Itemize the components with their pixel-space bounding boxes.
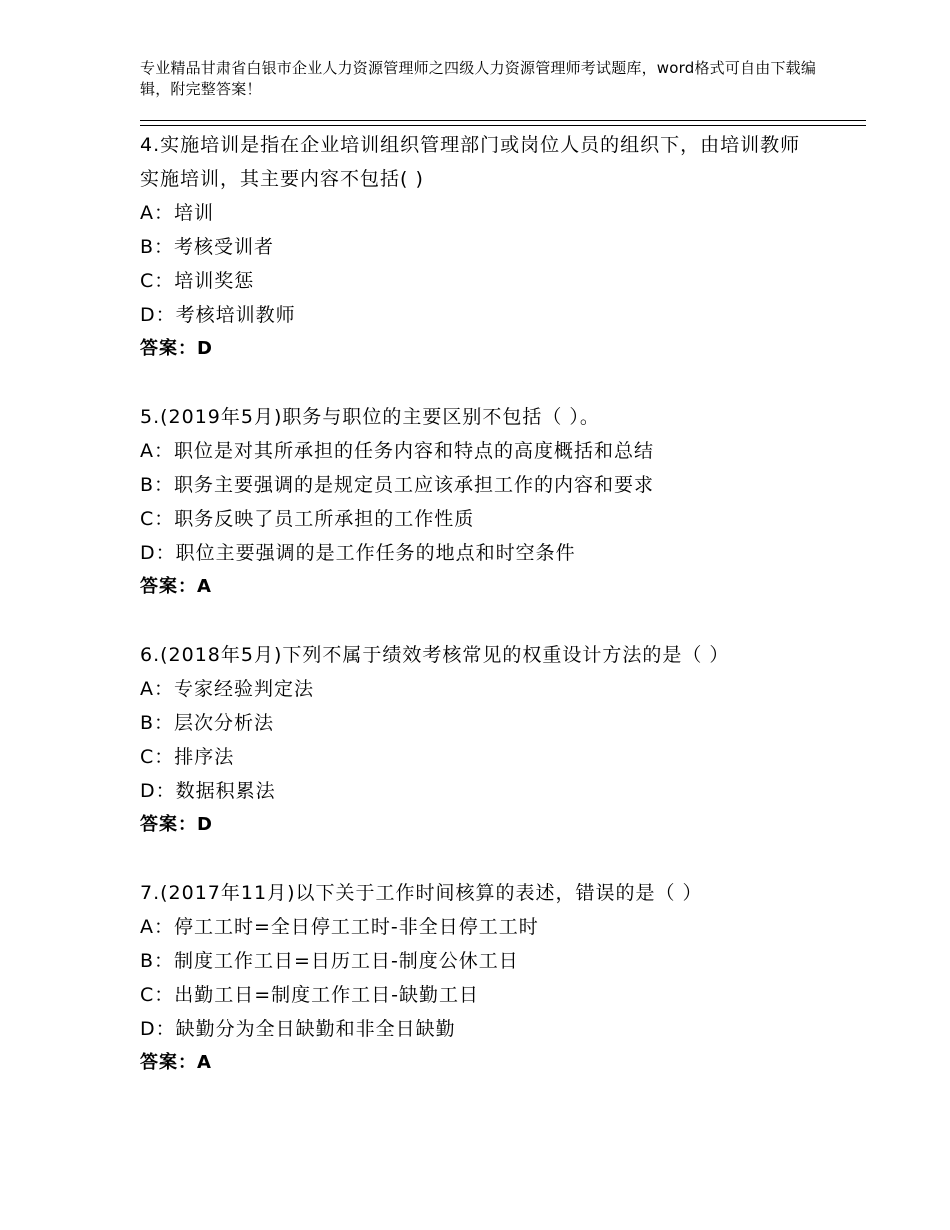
question-stem: 6.(2018年5月)下列不属于绩效考核常见的权重设计方法的是（ ）: [140, 644, 730, 666]
question-stem: 4.实施培训是指在企业培训组织管理部门或岗位人员的组织下，由培训教师实施培训，其主要内容不包括( ): [140, 134, 801, 190]
question-5: [140, 400, 820, 604]
option-d: D：数据积累法: [140, 780, 276, 802]
option-a: A：停工工时=全日停工工时-非全日停工工时: [140, 916, 539, 938]
answer-value: D: [197, 338, 212, 359]
answer-label: 答案：: [140, 814, 197, 835]
question-7: [140, 876, 820, 1080]
option-d: D：缺勤分为全日缺勤和非全日缺勤: [140, 1018, 456, 1040]
document-header: 专业精品甘肃省白银市企业人力资源管理师之四级人力资源管理师考试题库，word格式可自由下载编辑，附完整答案！: [140, 59, 817, 98]
option-c: C：职务反映了员工所承担的工作性质: [140, 508, 475, 530]
option-c: C：培训奖惩: [140, 270, 255, 292]
question-4: [140, 128, 820, 366]
option-c: C：出勤工日=制度工作工日-缺勤工日: [140, 984, 480, 1006]
answer-line: [140, 1046, 820, 1080]
answer-value: A: [197, 1052, 211, 1073]
answer-label: 答案：: [140, 576, 197, 597]
option-a: A：培训: [140, 202, 214, 224]
option-b: B：职务主要强调的是规定员工应该承担工作的内容和要求: [140, 474, 655, 496]
question-list: [140, 128, 820, 1080]
question-stem: 7.(2017年11月)以下关于工作时间核算的表述，错误的是（ ）: [140, 882, 703, 904]
answer-line: [140, 570, 820, 604]
answer-line: [140, 332, 820, 366]
question-6: [140, 638, 820, 842]
option-a: A：职位是对其所承担的任务内容和特点的高度概括和总结: [140, 440, 654, 462]
option-c: C：排序法: [140, 746, 235, 768]
question-stem: 5.(2019年5月)职务与职位的主要区别不包括（ ）。: [140, 406, 600, 428]
answer-label: 答案：: [140, 1052, 197, 1073]
answer-line: [140, 808, 820, 842]
answer-value: A: [197, 576, 211, 597]
header-rule-thin: [140, 125, 866, 126]
option-d: D：职位主要强调的是工作任务的地点和时空条件: [140, 542, 576, 564]
answer-label: 答案：: [140, 338, 197, 359]
option-b: B：考核受训者: [140, 236, 275, 258]
option-a: A：专家经验判定法: [140, 678, 314, 700]
option-d: D：考核培训教师: [140, 304, 296, 326]
option-b: B：制度工作工日=日历工日-制度公休工日: [140, 950, 519, 972]
answer-value: D: [197, 814, 212, 835]
option-b: B：层次分析法: [140, 712, 275, 734]
header-rule-thick: [140, 120, 866, 121]
